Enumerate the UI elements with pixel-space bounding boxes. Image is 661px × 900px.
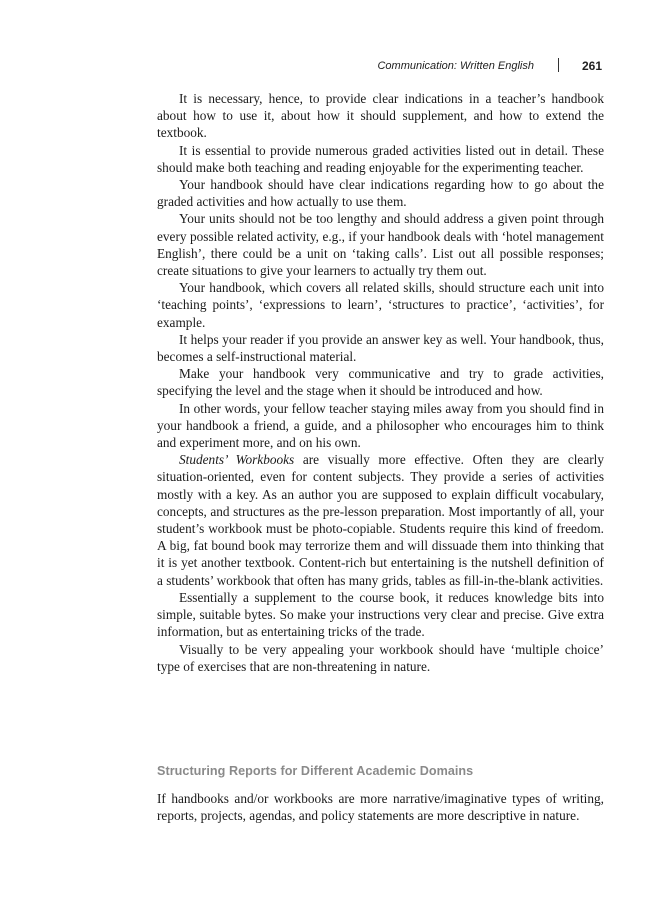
paragraph: It helps your reader if you provide an answer key as well. Your handbook, thus, becomes a self-instructional material. [157, 331, 604, 365]
paragraph: It is necessary, hence, to provide clear indications in a teacher’s handbook about how to use it, about how it should supplement, and how to extend the textbook. [157, 91, 604, 141]
closing-paragraph: If handbooks and/or workbooks are more narrative/imaginative types of writing, reports, projects, agendas, and policy statements are more descriptive in nature. [157, 791, 604, 824]
paragraph: Make your handbook very communicative and try to grade activities, specifying the level and the stage when it should be introduced and how. [157, 366, 604, 399]
body-text [157, 90, 604, 675]
section-heading: Structuring Reports for Different Academic Domains [157, 764, 474, 778]
paragraph: Your handbook should have clear indications regarding how to go about the graded activities and how actually to use them. [157, 177, 604, 210]
running-title: Communication: Written English [377, 60, 534, 72]
running-header [0, 58, 661, 78]
paragraph: Essentially a supplement to the course book, it reduces knowledge bits into simple, suitable bytes. So make your instructions very clear and precise. Give extra information, but as entertaining tricks of the trade. [157, 589, 604, 640]
paragraph: In other words, your fellow teacher staying miles away from you should find in your handbook a friend, a guide, and a philosopher who encourages him to think and experiment more, and on his own. [157, 400, 604, 451]
workbooks-text: are visually more effective. Often they are clearly situation-oriented, even for content subjects. They provide a series of activities mostly with a key. As an author you are supposed to explain difficult vocabulary, concepts, and structures as the pre-lesson preparation. Most importantly of all, your student’s workbook must be photo-copiable. Students require this kind of freedom. A big, fat bound book may terrorize them and will dissuade them into thinking that it is yet another textbook. Content-rich but entertaining is the nutshell definition of a students’ workbook that often has many grids, tables as fill-in-the-blank activities. [157, 452, 604, 588]
closing-text [157, 790, 604, 824]
paragraph: Visually to be very appealing your workbook should have ‘multiple choice’ type of exercises that are non-threatening in nature. [157, 641, 604, 674]
header-separator [558, 58, 559, 72]
workbooks-italic-lead: Students’ Workbooks [179, 452, 295, 468]
page-number: 261 [582, 59, 603, 73]
paragraph: Your handbook, which covers all related skills, should structure each unit into ‘teaching points’, ‘expressions to learn’, ‘structures to practice’, ‘activities’, for example. [157, 280, 604, 330]
paragraph: Your units should not be too lengthy and should address a given point through every possible related activity, e.g., if your handbook deals with ‘hotel management English’, there could be a unit on ‘taking calls’. List out all possible responses; create situations to give your learners to actually try them out. [157, 211, 604, 279]
workbooks-paragraph [157, 451, 604, 589]
paragraph: It is essential to provide numerous graded activities listed out in detail. These should make both teaching and reading enjoyable for the experimenting teacher. [157, 142, 604, 175]
